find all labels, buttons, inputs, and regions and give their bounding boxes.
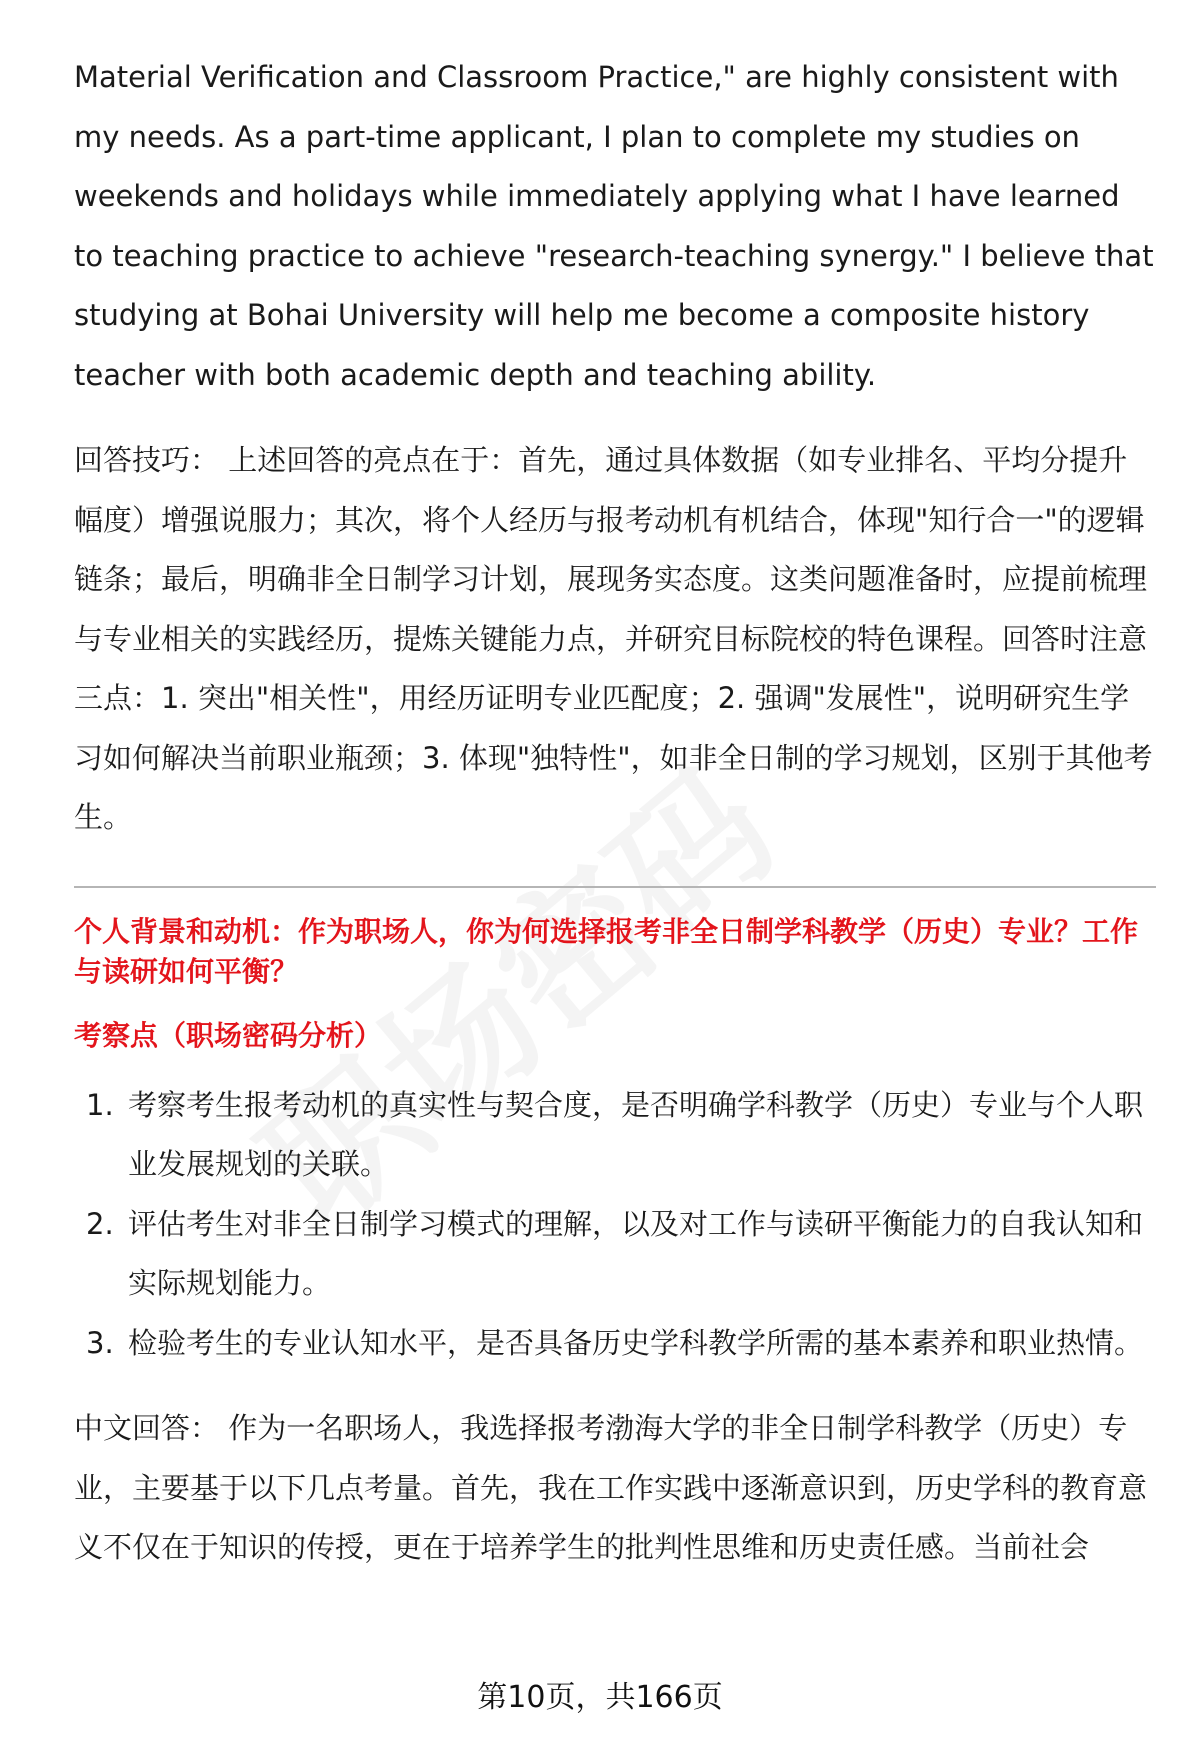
section-divider: [74, 886, 1156, 888]
list-item: 3. 检验考生的专业认知水平，是否具备历史学科教学所需的基本素养和职业热情。: [86, 1325, 1144, 1360]
list-item: 1. 考察考生报考动机的真实性与契合度，是否明确学科教学（历史）专业与个人职业发展规划的关联。: [86, 1087, 1144, 1181]
answer-tips-paragraph: 回答技巧： 上述回答的亮点在于：首先，通过具体数据（如专业排名、平均分提升幅度）增强说服力；其次，将个人经历与报考动机有机结合，体现"知行合一"的逻辑链条；最后，明确非全日制学习计划，展现务实态度。这类问题准备时，应提前梳理与专业相关的实践经历，提炼关键能力点，并研究目标院校的特色课程。回答时注意三点：1. 突出"相关性"，用经历证明专业匹配度；2. 强调"发展性"，说明研究生学习如何解决当前职业瓶颈；3. 体现"独特性"，如非全日制的学习规划，区别于其他考生。: [74, 443, 1153, 834]
focus-points-list: [74, 1076, 1156, 1374]
chinese-answer-paragraph: 中文回答： 作为一名职场人，我选择报考渤海大学的非全日制学科教学（历史）专业，主要基于以下几点考量。首先，我在工作实践中逐渐意识到，历史学科的教育意义不仅在于知识的传授，更在于培养学生的批判性思维和历史责任感。当前社会: [74, 1411, 1148, 1564]
english-answer-paragraph: Material Verification and Classroom Practice," are highly consistent with my needs. As a part-time applicant, I plan to complete my studies on weekends and holidays while immediately applying what I have learned to teaching practice to achieve "research-teaching synergy." I believe that studying at Bohai University will help me become a composite history teacher with both academic depth and teaching ability.: [74, 60, 1154, 392]
question-heading: 个人背景和动机：作为职场人，你为何选择报考非全日制学科教学（历史）专业？工作与读研如何平衡？: [74, 914, 1139, 988]
page-number: 第10页，共166页: [477, 1680, 723, 1715]
document-page: [74, 48, 1156, 1578]
focus-heading: 考察点（职场密码分析）: [74, 1018, 383, 1052]
list-item: 2. 评估考生对非全日制学习模式的理解，以及对工作与读研平衡能力的自我认知和实际规划能力。: [86, 1206, 1144, 1300]
